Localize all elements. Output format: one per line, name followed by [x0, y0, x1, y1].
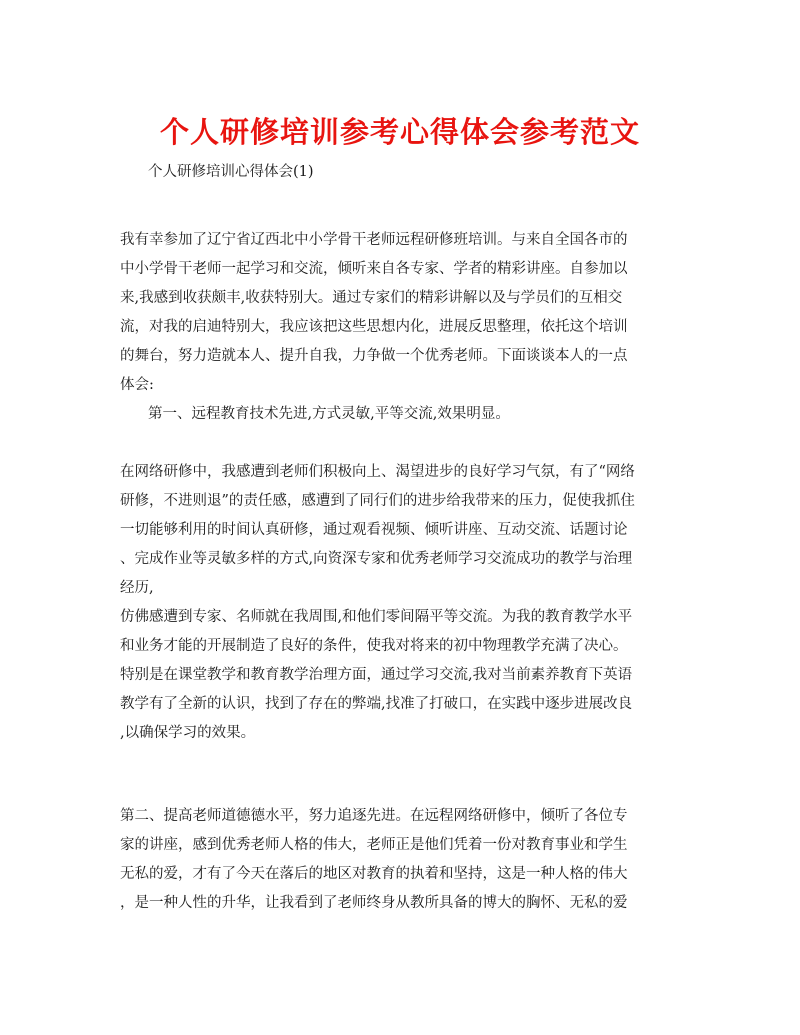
paragraph-1	[120, 226, 680, 429]
paragraph-3	[120, 802, 680, 918]
text-line: ，是一种人性的升华，让我看到了老师终身从教所具备的博大的胸怀、无私的爱	[120, 895, 628, 911]
text-line: 经历,	[120, 580, 154, 596]
text-line: 特别是在课堂教学和教育教学治理方面，通过学习交流,我对当前素养教育下英语	[120, 667, 633, 683]
text-line: 流，对我的启迪特别大，我应该把这些思想内化，进展反思整理，依托这个培训	[120, 319, 628, 335]
text-line: 的舞台，努力造就本人、提升自我，力争做一个优秀老师。下面谈谈本人的一点	[120, 348, 628, 364]
document-title: 个人研修培训参考心得体会参考范文	[159, 115, 640, 149]
text-line: 一切能够利用的时间认真研修，通过观看视频、倾听讲座、互动交流、话题讨论	[120, 522, 628, 538]
text-line: 体会:	[120, 377, 154, 393]
document-subtitle: 个人研修培训心得体会(1)	[148, 164, 314, 180]
text-line: 仿佛感遭到专家、名师就在我周围,和他们零间隔平等交流。为我的教育教学水平	[120, 609, 633, 625]
text-line: 家的讲座，感到优秀老师人格的伟大，老师正是他们凭着一份对教育事业和学生	[120, 837, 628, 853]
text-line: 在网络研修中，我感遭到老师们积极向上、渴望进步的良好学习气氛，有了“网络	[120, 464, 635, 480]
text-line: ,以确保学习的效果。	[120, 725, 256, 741]
text-line: 、完成作业等灵敏多样的方式,向资深专家和优秀老师学习交流成功的教学与治理	[120, 551, 633, 567]
point-heading-1: 第一、远程教育技术先进,方式灵敏,平等交流,效果明显。	[148, 406, 510, 422]
text-line: 我有幸参加了辽宁省辽西北中小学骨干老师远程研修班培训。与来自全国各市的	[120, 232, 628, 248]
text-line: 来,我感到收获颇丰,收获特别大。通过专家们的精彩讲解以及与学员们的互相交	[120, 290, 623, 306]
text-line: 第二、提高老师道德德水平，努力追逐先进。在远程网络研修中，倾听了各位专	[120, 808, 628, 824]
paragraph-2	[120, 458, 680, 748]
text-line: 中小学骨干老师一起学习和交流，倾听来自各专家、学者的精彩讲座。自参加以	[120, 261, 628, 277]
text-line: 和业务才能的开展制造了良好的条件，使我对将来的初中物理教学充满了决心。	[120, 638, 628, 654]
text-line: 无私的爱，才有了今天在落后的地区对教育的执着和坚持，这是一种人格的伟大	[120, 866, 628, 882]
text-line: 研修，不进则退”的责任感，感遭到了同行们的进步给我带来的压力，促使我抓住	[120, 493, 635, 509]
text-line: 教学有了全新的认识，找到了存在的弊端,找准了打破口，在实践中逐步进展改良	[120, 696, 633, 712]
